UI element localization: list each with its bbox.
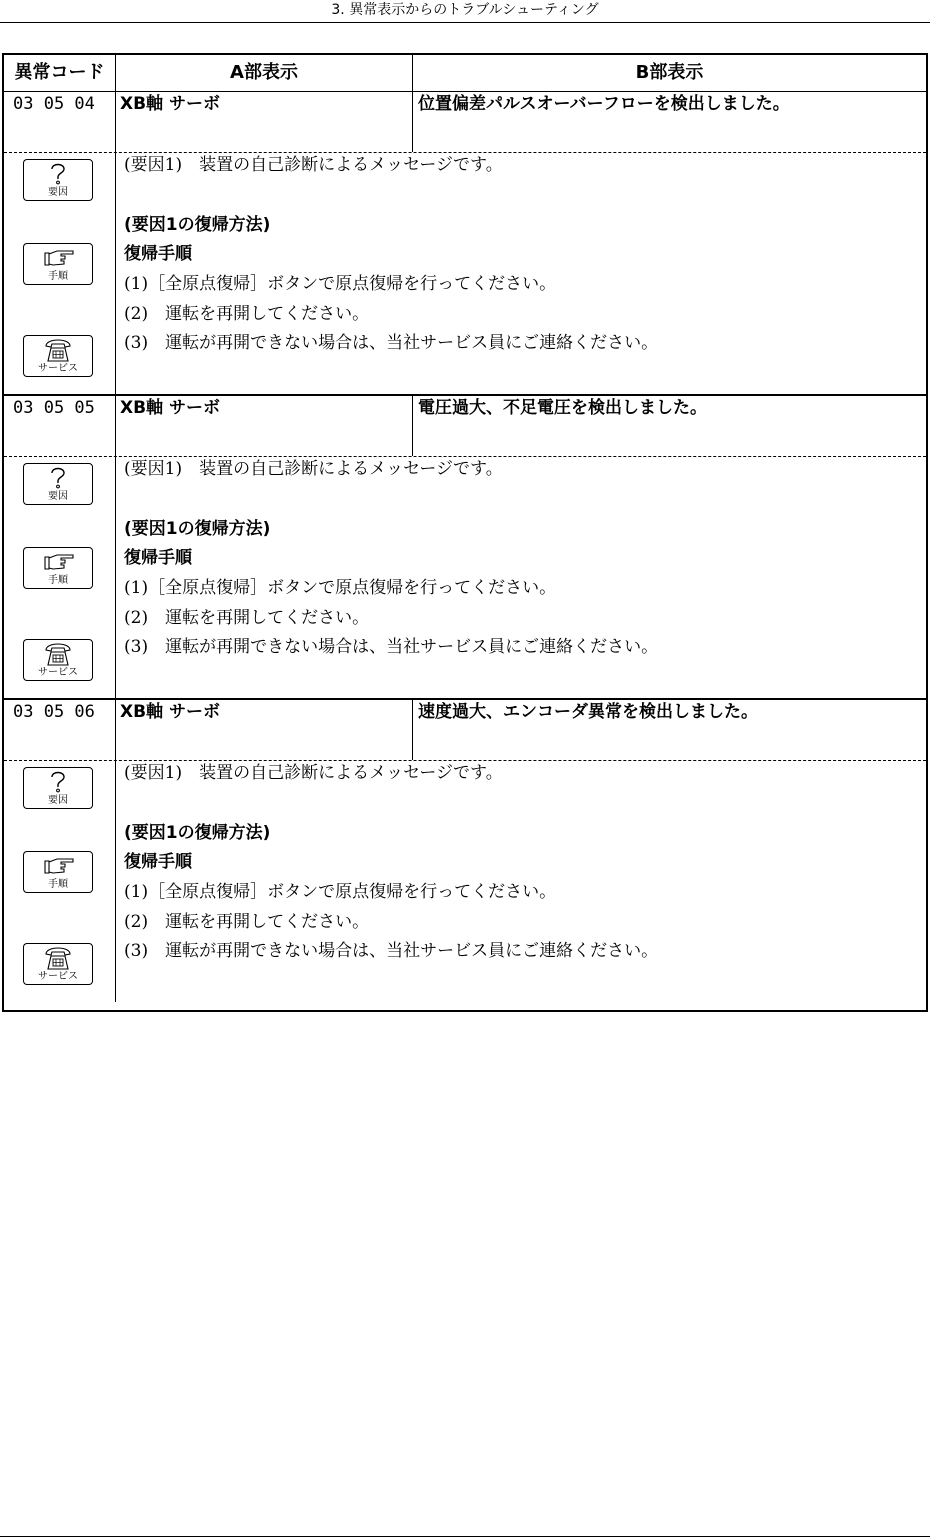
- error-code: 03 05 06: [4, 700, 116, 760]
- step-3: (3) 運転が再開できない場合は、当社サービス員にご連絡ください。: [124, 333, 659, 353]
- cause-icon-label: 要因: [48, 187, 68, 198]
- service-icon: [23, 941, 93, 987]
- entry-summary-row: [4, 396, 926, 456]
- icon-column: [4, 153, 116, 394]
- table-header-row: [4, 55, 926, 92]
- service-icon-label: サービス: [38, 363, 78, 374]
- cause-icon-label: 要因: [48, 795, 68, 806]
- header-b-display: B部表示: [635, 62, 704, 83]
- cause-icon: [23, 765, 93, 811]
- recovery-text: [116, 457, 926, 698]
- service-icon: [23, 333, 93, 379]
- error-code: 03 05 05: [4, 396, 116, 456]
- procedure-icon: [23, 545, 93, 591]
- entry-summary-row: [4, 700, 926, 760]
- question-mark-icon: [43, 769, 73, 793]
- step-2: (2) 運転を再開してください。: [124, 304, 370, 324]
- pointing-hand-icon: [43, 245, 75, 269]
- header-code: 異常コード: [4, 55, 116, 91]
- pointing-hand-icon: [43, 549, 75, 573]
- entry-detail-row: [4, 153, 926, 394]
- b-display-value: 電圧過大、不足電圧を検出しました。: [418, 398, 707, 418]
- step-2: (2) 運転を再開してください。: [124, 912, 370, 932]
- procedure-title: 復帰手順: [124, 548, 192, 568]
- step-3: (3) 運転が再開できない場合は、当社サービス員にご連絡ください。: [124, 941, 659, 961]
- cause-icon: [23, 157, 93, 203]
- question-mark-icon: [43, 465, 73, 489]
- procedure-title: 復帰手順: [124, 852, 192, 872]
- procedure-icon-label: 手順: [48, 575, 68, 586]
- recovery-text: [116, 153, 926, 394]
- procedure-icon-label: 手順: [48, 879, 68, 890]
- step-1: (1)［全原点復帰］ボタンで原点復帰を行ってください。: [124, 274, 557, 294]
- telephone-icon: [43, 641, 73, 667]
- error-code-table: [2, 53, 928, 1012]
- service-icon-label: サービス: [38, 667, 78, 678]
- cause-icon: [23, 461, 93, 507]
- a-display-value: XB軸 サーボ: [116, 700, 413, 760]
- procedure-title: 復帰手順: [124, 244, 192, 264]
- telephone-icon: [43, 945, 73, 971]
- step-2: (2) 運転を再開してください。: [124, 608, 370, 628]
- footer-rule: [0, 1536, 930, 1537]
- entry-summary-row: [4, 92, 926, 152]
- procedure-icon: [23, 849, 93, 895]
- error-entry-3: [4, 700, 926, 1003]
- icon-column: [4, 761, 116, 1002]
- procedure-icon: [23, 241, 93, 287]
- recovery-method-title: (要因1の復帰方法): [124, 519, 271, 539]
- b-display-value: 速度過大、エンコーダ異常を検出しました。: [418, 702, 758, 722]
- step-1: (1)［全原点復帰］ボタンで原点復帰を行ってください。: [124, 882, 557, 902]
- a-display-value: XB軸 サーボ: [116, 92, 413, 152]
- error-code: 03 05 04: [4, 92, 116, 152]
- recovery-method-title: (要因1の復帰方法): [124, 823, 271, 843]
- cause-text: (要因1) 装置の自己診断によるメッセージです。: [124, 155, 503, 175]
- error-entry-2: [4, 396, 926, 699]
- question-mark-icon: [43, 161, 73, 185]
- telephone-icon: [43, 337, 73, 363]
- icon-column: [4, 457, 116, 698]
- page-header: 3. 異常表示からのトラブルシューティング: [0, 0, 930, 23]
- b-display-value: 位置偏差パルスオーバーフローを検出しました。: [418, 94, 790, 114]
- service-icon: [23, 637, 93, 683]
- entry-detail-row: [4, 457, 926, 698]
- recovery-text: [116, 761, 926, 1002]
- cause-text: (要因1) 装置の自己診断によるメッセージです。: [124, 459, 503, 479]
- recovery-method-title: (要因1の復帰方法): [124, 215, 271, 235]
- cause-icon-label: 要因: [48, 491, 68, 502]
- step-3: (3) 運転が再開できない場合は、当社サービス員にご連絡ください。: [124, 637, 659, 657]
- step-1: (1)［全原点復帰］ボタンで原点復帰を行ってください。: [124, 578, 557, 598]
- cause-text: (要因1) 装置の自己診断によるメッセージです。: [124, 763, 503, 783]
- error-entry-1: [4, 92, 926, 395]
- pointing-hand-icon: [43, 853, 75, 877]
- a-display-value: XB軸 サーボ: [116, 396, 413, 456]
- service-icon-label: サービス: [38, 971, 78, 982]
- header-a-display: A部表示: [116, 55, 413, 91]
- entry-detail-row: [4, 761, 926, 1002]
- procedure-icon-label: 手順: [48, 271, 68, 282]
